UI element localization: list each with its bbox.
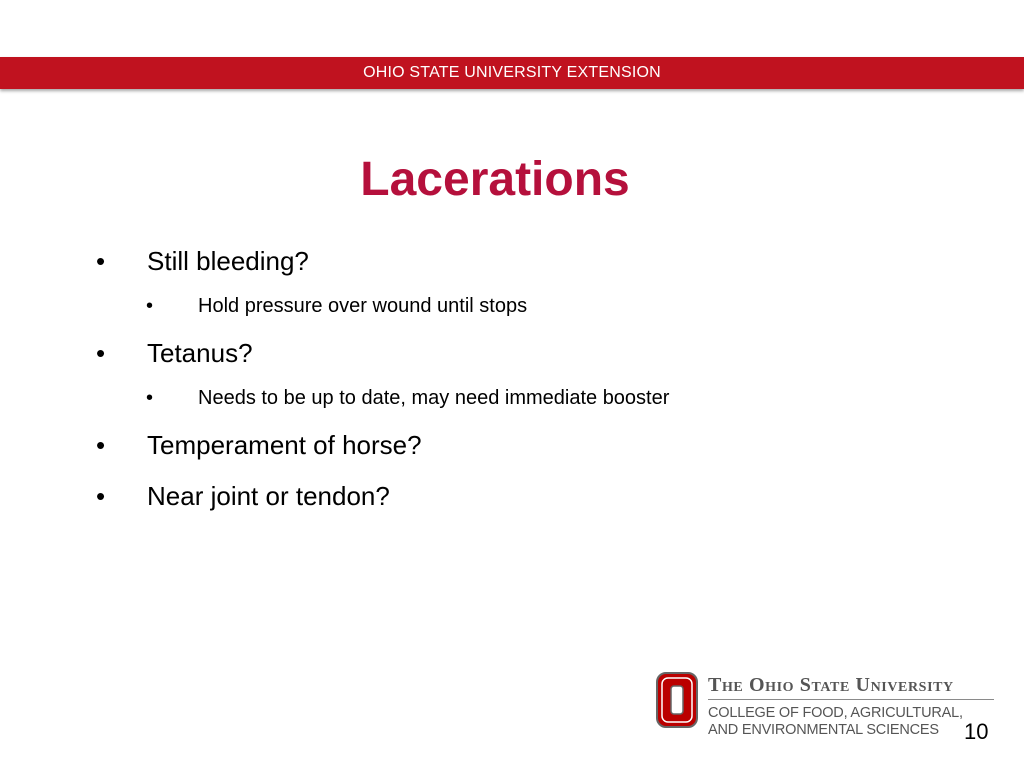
sub-bullet-dot: • [146,295,154,317]
bullet-dot: • [96,338,106,368]
bullet-text: Tetanus? [147,338,253,368]
slide-title-text: Lacerations [360,153,630,206]
slide-title [0,152,1024,207]
bullet-text: Still bleeding? [147,246,309,276]
sub-bullet-dot: • [146,387,154,409]
bullet-dot: • [96,481,106,511]
sub-bullet-text: Needs to be up to date, may need immediate booster [198,387,670,409]
sub-bullet-text: Hold pressure over wound until stops [198,295,528,317]
block-o-logo-icon [656,672,698,728]
logo-divider [708,699,994,700]
bullet-text: Temperament of horse? [147,430,422,460]
bullet-dot: • [96,246,106,276]
banner-text: OHIO STATE UNIVERSITY EXTENSION [363,64,661,81]
bullet-dot: • [96,430,106,460]
college-name [708,705,963,739]
header-banner [0,57,1024,89]
college-line-1: COLLEGE OF FOOD, AGRICULTURAL, [708,705,963,721]
page-number: 10 [964,719,989,744]
college-line-2: AND ENVIRONMENTAL SCIENCES [708,722,939,738]
bullet-text: Near joint or tendon? [147,481,390,511]
university-name: The Ohio State University [708,674,954,696]
